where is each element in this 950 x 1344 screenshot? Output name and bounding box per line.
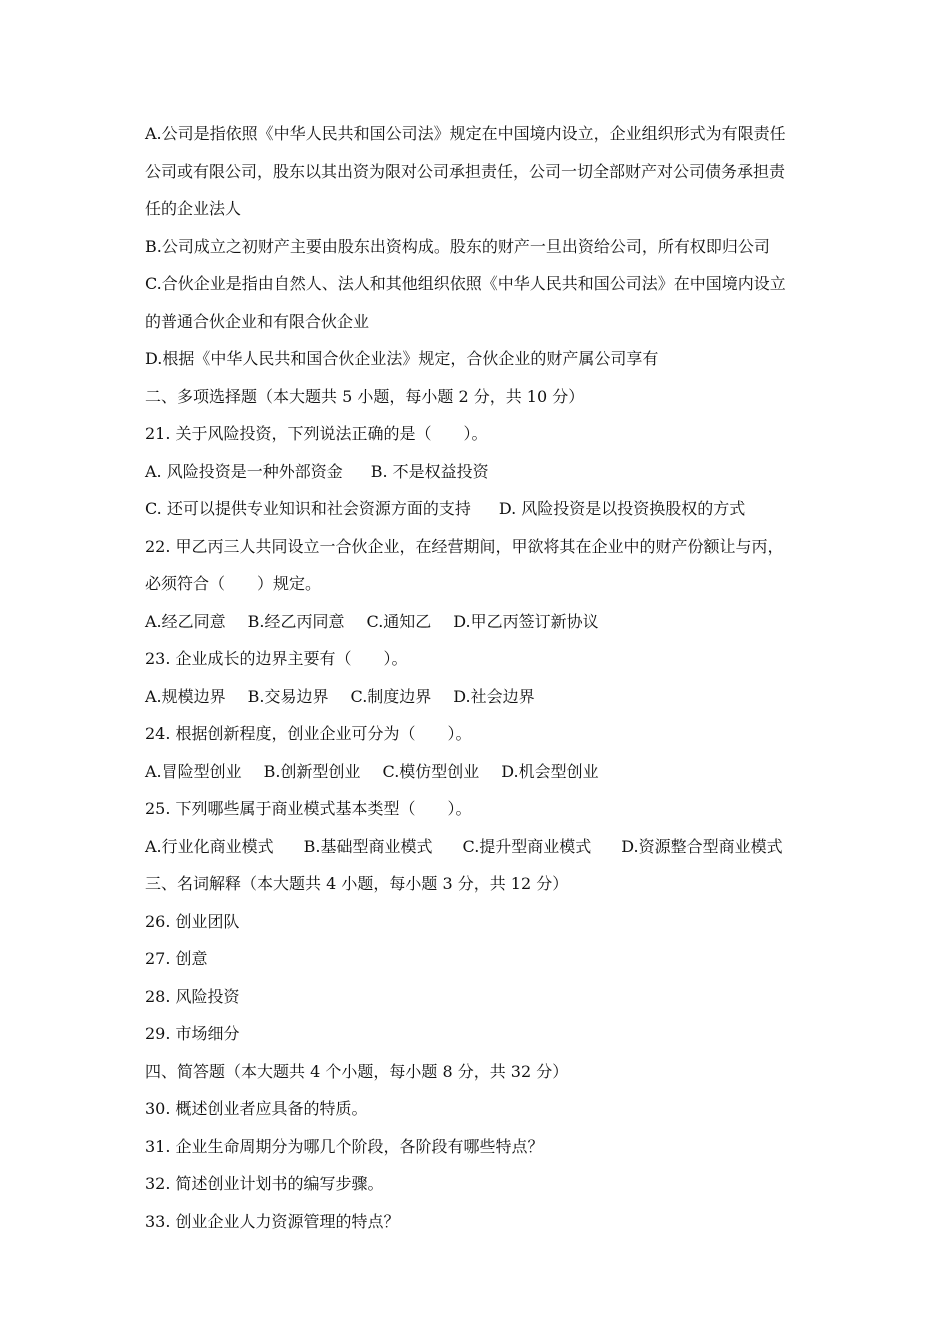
q22-option-d: D.甲乙丙签订新协议	[453, 611, 599, 631]
q31-question: 31. 企业生命周期分为哪几个阶段，各阶段有哪些特点？	[145, 1136, 544, 1156]
section2-heading: 二、多项选择题（本大题共 5 小题，每小题 2 分，共 10 分）	[145, 386, 585, 406]
q25-options	[145, 833, 825, 871]
q25-option-c: C.提升型商业模式	[462, 836, 592, 856]
q23-stem: 23. 企业成长的边界主要有（ ）。	[145, 649, 408, 668]
q20-option-c-line1: C.合伙企业是指由自然人、法人和其他组织依照《中华人民共和国公司法》在中国境内设立	[145, 274, 786, 293]
q23-option-d: D.社会边界	[453, 686, 535, 706]
q26-term: 26. 创业团队	[145, 911, 240, 931]
q30-question: 30. 概述创业者应具备的特质。	[145, 1099, 368, 1118]
section4-heading: 四、简答题（本大题共 4 个小题，每小题 8 分，共 32 分）	[145, 1061, 569, 1081]
q25-option-d: D.资源整合型商业模式	[621, 836, 783, 856]
q23-option-b: B.交易边界	[247, 686, 329, 706]
exam-page	[145, 120, 825, 1245]
q22-options	[145, 608, 825, 646]
q27-term: 27. 创意	[145, 949, 208, 968]
q21-option-c: C. 还可以提供专业知识和社会资源方面的支持	[145, 499, 471, 518]
q25-option-a: A.行业化商业模式	[145, 836, 274, 856]
q25-stem: 25. 下列哪些属于商业模式基本类型（ ）。	[145, 799, 472, 818]
q24-option-c: C.模仿型创业	[382, 761, 480, 781]
q28-term: 28. 风险投资	[145, 986, 240, 1006]
q21-options-row1	[145, 458, 825, 496]
q21-stem: 21. 关于风险投资，下列说法正确的是（ ）。	[145, 424, 488, 443]
q24-option-d: D.机会型创业	[501, 761, 599, 781]
section3-heading: 三、名词解释（本大题共 4 小题，每小题 3 分，共 12 分）	[145, 874, 569, 893]
q24-options	[145, 758, 825, 796]
q20-option-b: B.公司成立之初财产主要由股东出资构成。股东的财产一旦出资给公司，所有权即归公司	[145, 236, 770, 256]
q20-option-a-line3: 任的企业法人	[145, 199, 242, 218]
q23-options	[145, 683, 825, 721]
q22-option-c: C.通知乙	[366, 611, 432, 631]
q20-option-c-line2: 的普通合伙企业和有限合伙企业	[145, 311, 370, 331]
q24-stem: 24. 根据创新程度，创业企业可分为（ ）。	[145, 724, 472, 743]
q22-stem-line1: 22. 甲乙丙三人共同设立一合伙企业，在经营期间，甲欲将其在企业中的财产份额让与丙，	[145, 536, 784, 556]
q21-option-d: D. 风险投资是以投资换股权的方式	[498, 499, 746, 518]
q21-options-row2	[145, 495, 825, 533]
q22-option-a: A.经乙同意	[145, 611, 226, 631]
q20-option-d: D.根据《中华人民共和国合伙企业法》规定，合伙企业的财产属公司享有	[145, 349, 659, 368]
q20-option-a-line1: A.公司是指依照《中华人民共和国公司法》规定在中国境内设立，企业组织形式为有限责任	[145, 124, 786, 143]
q22-option-b: B.经乙丙同意	[247, 611, 345, 631]
q24-option-b: B.创新型创业	[263, 761, 361, 781]
q20-option-a-line2: 公司或有限公司，股东以其出资为限对公司承担责任，公司一切全部财产对公司债务承担责	[145, 161, 786, 181]
q23-option-c: C.制度边界	[350, 686, 432, 706]
q22-stem-line2: 必须符合（ ）规定。	[145, 574, 322, 593]
q21-option-b: B. 不是权益投资	[370, 461, 489, 481]
q24-option-a: A.冒险型创业	[145, 761, 242, 781]
q25-option-b: B.基础型商业模式	[303, 836, 433, 856]
q32-question: 32. 简述创业计划书的编写步骤。	[145, 1174, 384, 1193]
q33-question: 33. 创业企业人力资源管理的特点？	[145, 1211, 400, 1231]
q23-option-a: A.规模边界	[145, 686, 226, 706]
q29-term: 29. 市场细分	[145, 1024, 240, 1043]
q21-option-a: A. 风险投资是一种外部资金	[145, 461, 343, 481]
